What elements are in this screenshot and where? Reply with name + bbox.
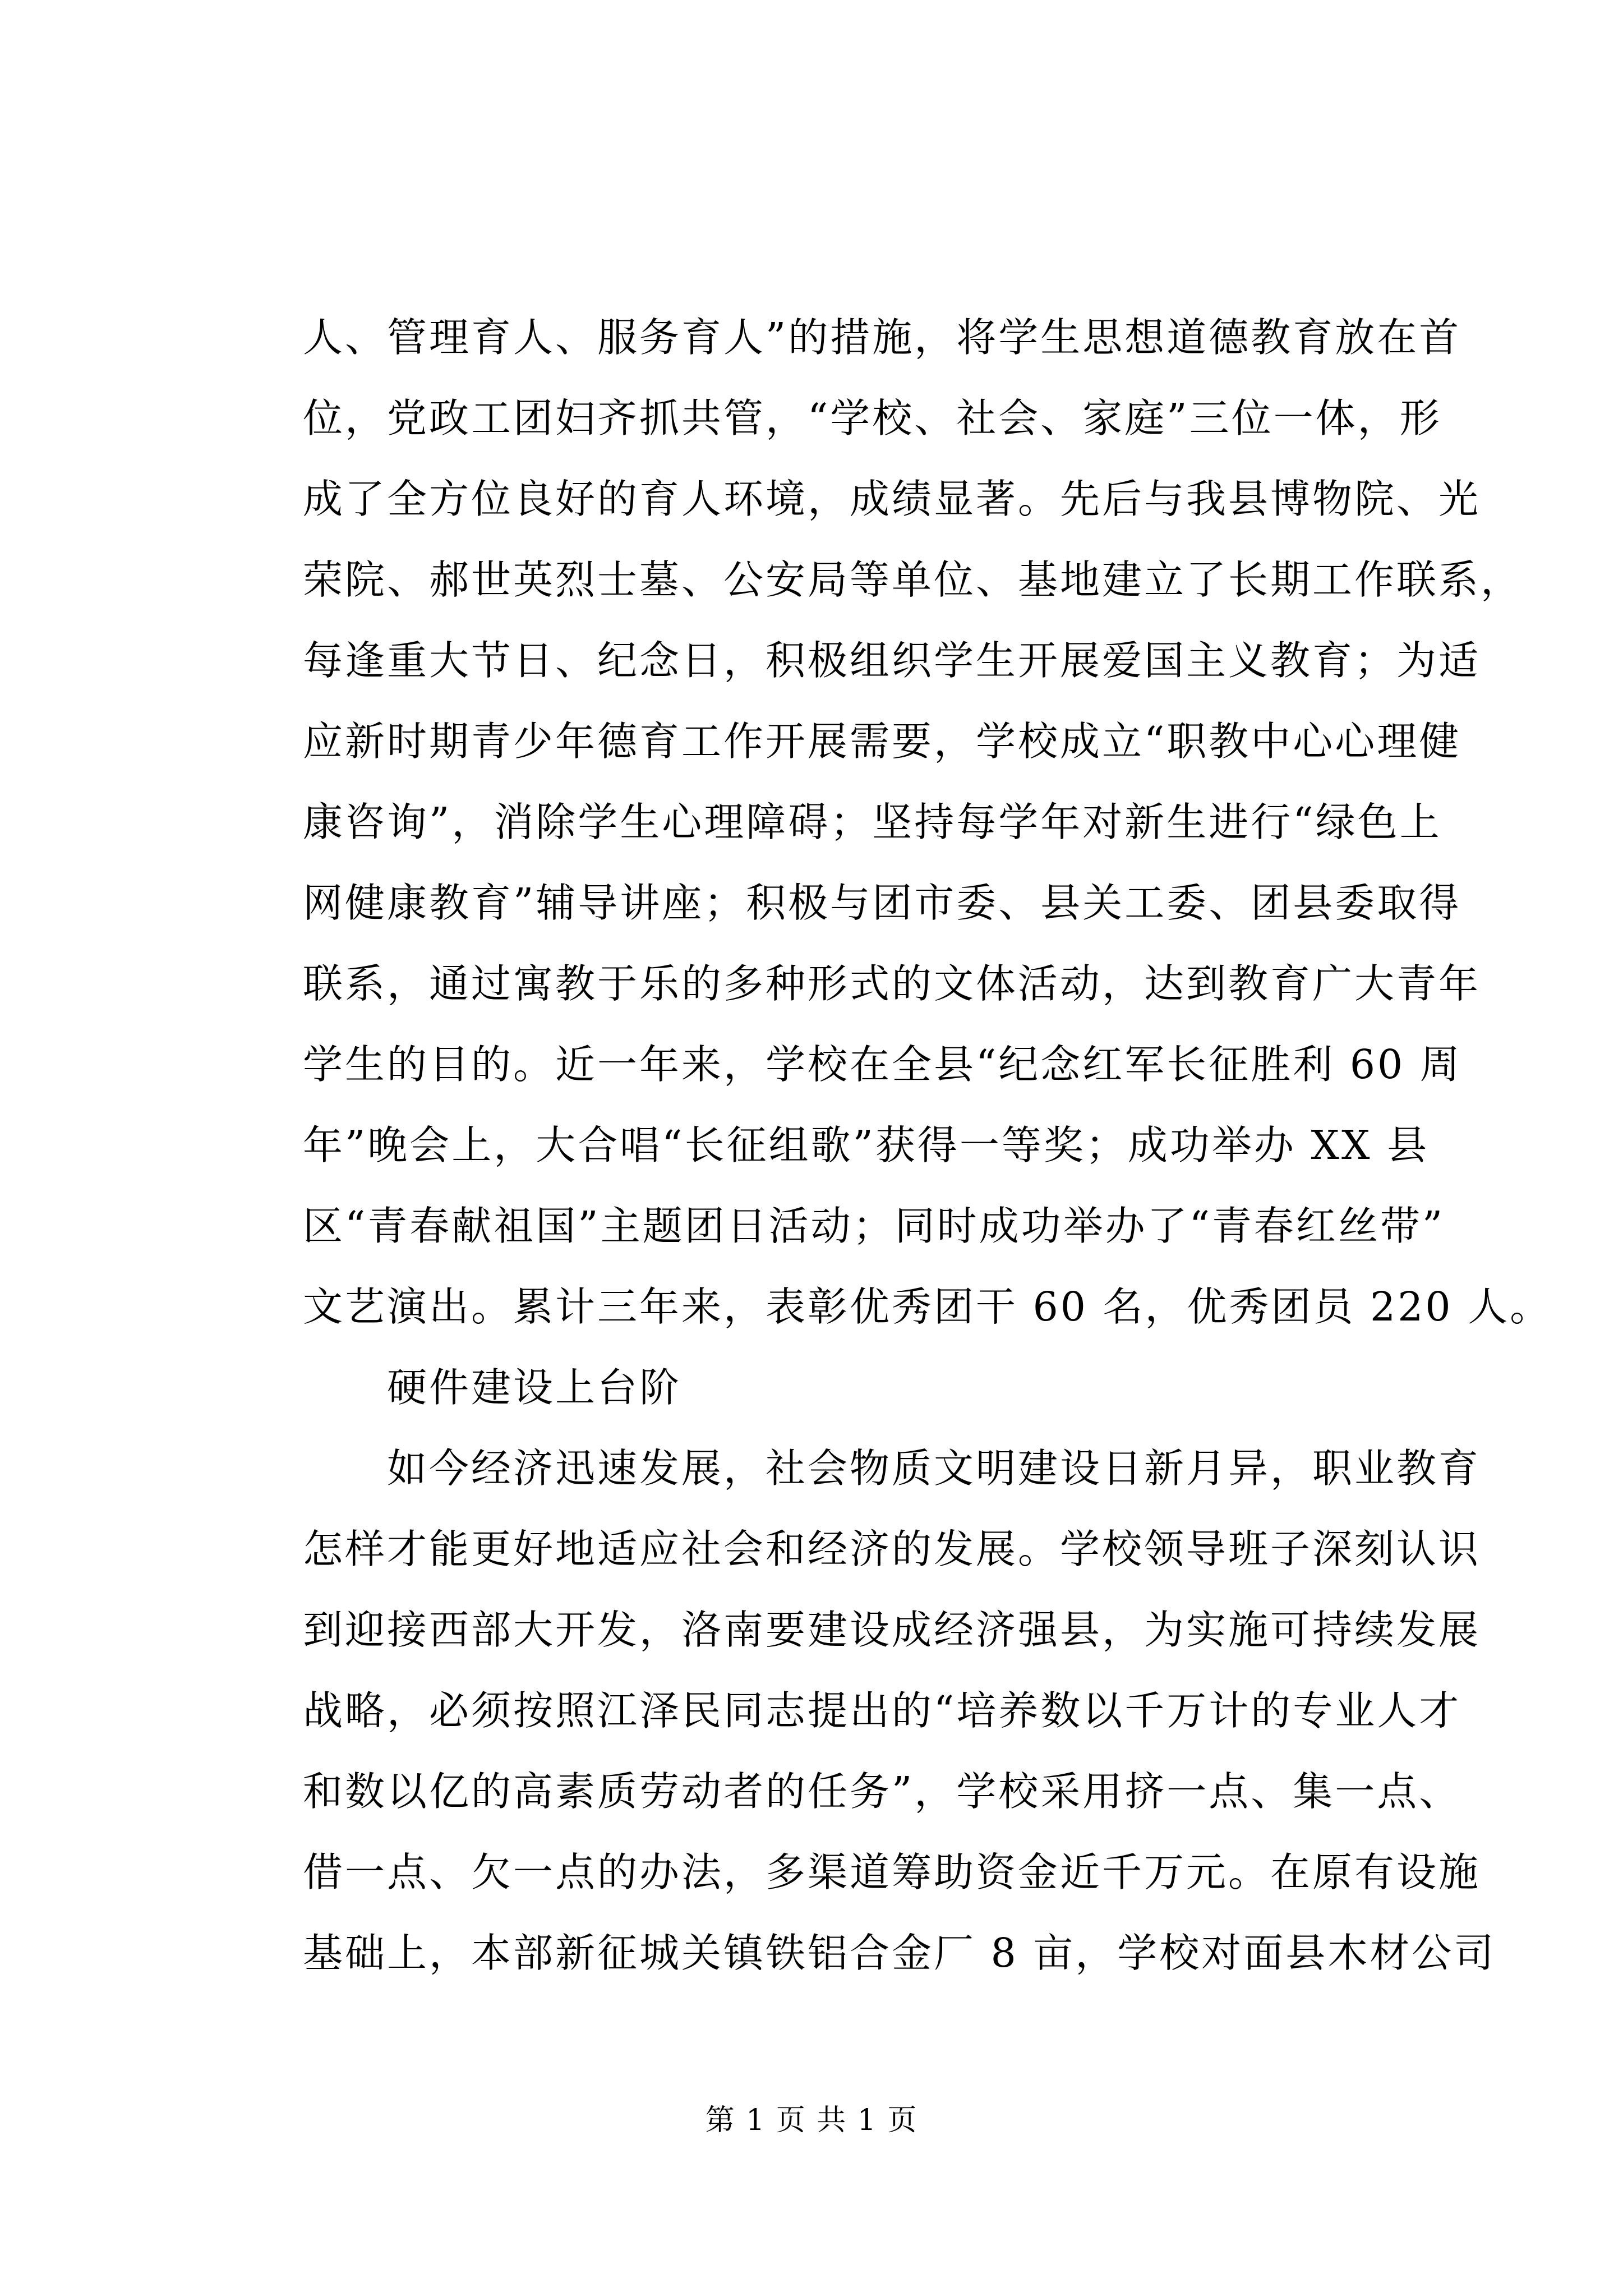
- text-line: 网健康教育”辅导讲座；积极与团市委、县关工委、团县委取得: [303, 880, 1461, 926]
- text-line: 区“青春献祖国”主题团日活动；同时成功举办了“青春红丝带”: [303, 1203, 1445, 1249]
- text-line: 怎样才能更好地适应社会和经济的发展。学校领导班子深刻认识: [303, 1526, 1481, 1572]
- text-line: 应新时期青少年德育工作开展需要，学校成立“职教中心心理健: [303, 718, 1461, 765]
- text-line: 借一点、欠一点的办法，多渠道筹助资金近千万元。在原有设施: [303, 1849, 1481, 1895]
- text-line: 联系，通过寓教于乐的多种形式的文体活动，达到教育广大青年: [303, 960, 1481, 1007]
- text-line: 文艺演出。累计三年来，表彰优秀团干 60 名，优秀团员 220 人。: [303, 1283, 1552, 1330]
- text-line: 每逢重大节日、纪念日，积极组织学生开展爱国主义教育；为适: [303, 637, 1481, 684]
- document-body: [303, 297, 1552, 1994]
- text-line: 战略，必须按照江泽民同志提出的“培养数以千万计的专业人才: [303, 1687, 1461, 1734]
- text-line: 成了全方位良好的育人环境，成绩显著。先后与我县博物院、光: [303, 476, 1481, 522]
- text-line: 位，党政工团妇齐抓共管，“学校、社会、家庭”三位一体，形: [303, 395, 1442, 441]
- text-line: 荣院、郝世英烈士墓、公安局等单位、基地建立了长期工作联系，: [303, 556, 1523, 603]
- page-number-label: 第 1 页 共 1 页: [705, 2104, 918, 2137]
- text-line: 学生的目的。近一年来，学校在全县“纪念红军长征胜利 60 周: [303, 1041, 1462, 1088]
- page-footer: [0, 2098, 1623, 2143]
- text-line: 到迎接西部大开发，洛南要建设成经济强县，为实施可持续发展: [303, 1607, 1481, 1653]
- text-line: 康咨询”，消除学生心理障碍；坚持每学年对新生进行“绿色上: [303, 799, 1442, 845]
- text-line: 人、管理育人、服务育人”的措施，将学生思想道德教育放在首: [303, 314, 1461, 361]
- text-line: 和数以亿的高素质劳动者的任务”，学校采用挤一点、集一点、: [303, 1768, 1461, 1815]
- text-line: 基础上，本部新征城关镇铁铝合金厂 8 亩，学校对面县木材公司: [303, 1930, 1496, 1976]
- text-line: 年”晚会上，大合唱“长征组歌”获得一等奖；成功举办 XX 县: [303, 1122, 1430, 1168]
- text-line: 如今经济迅速发展，社会物质文明建设日新月异，职业教育: [387, 1445, 1481, 1492]
- section-heading: 硬件建设上台阶: [387, 1364, 682, 1411]
